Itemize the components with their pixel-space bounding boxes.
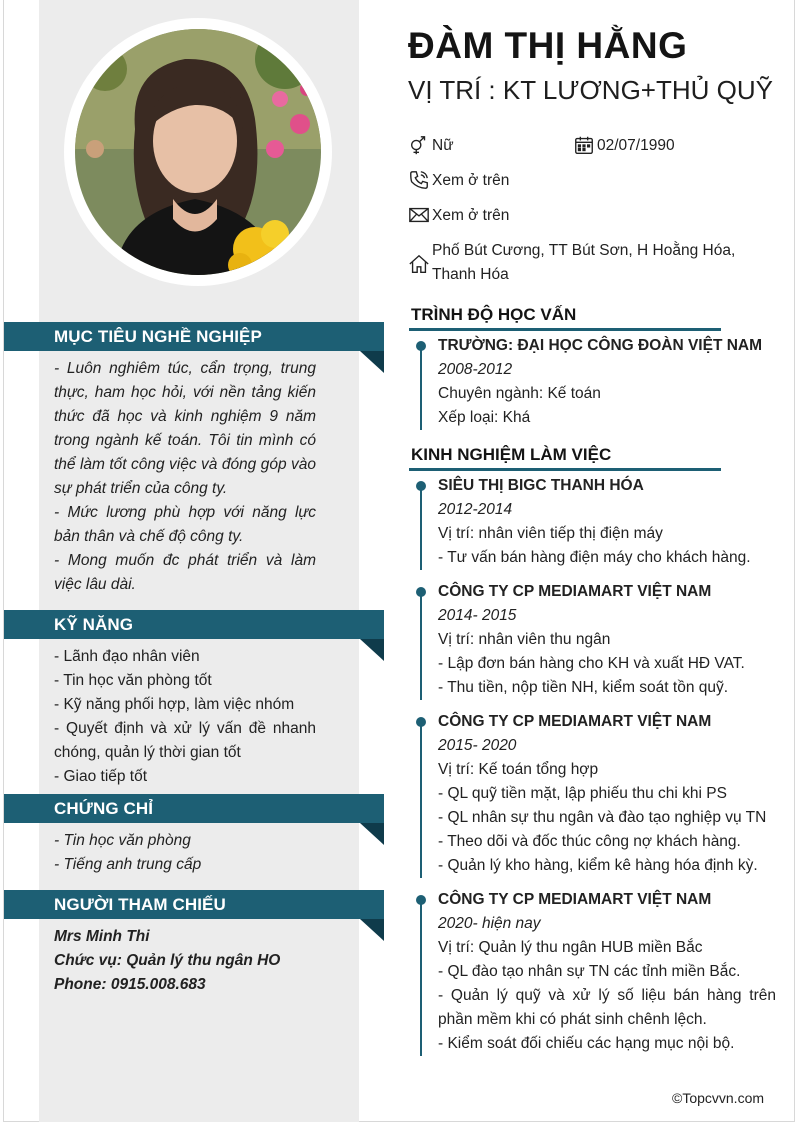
skill-item: - Tin học văn phòng tốt	[54, 672, 212, 689]
job-duty: - Thu tiền, nộp tiền NH, kiểm soát tồn quỹ.	[438, 679, 729, 696]
job-company: SIÊU THỊ BIGC THANH HÓA	[438, 477, 644, 494]
timeline-line	[420, 722, 422, 878]
avatar	[75, 29, 321, 275]
band-fold	[360, 823, 384, 845]
timeline-dot	[416, 717, 426, 727]
job-period: 2020- hiện nay	[438, 915, 541, 932]
timeline-line	[420, 346, 422, 430]
timeline-line	[420, 592, 422, 700]
education-period: 2008-2012	[438, 361, 513, 378]
skill-item: - Lãnh đạo nhân viên	[54, 648, 200, 665]
job-company: CÔNG TY CP MEDIAMART VIỆT NAM	[438, 583, 712, 600]
avatar-photo	[75, 29, 321, 275]
certificates-list	[54, 829, 316, 877]
job-duty: - Quản lý kho hàng, kiểm kê hàng hóa định kỳ.	[438, 857, 758, 874]
phone-value: Xem ở trên	[432, 172, 510, 189]
section-title-skills: KỸ NĂNG	[54, 615, 134, 634]
education-major: Chuyên ngành: Kế toán	[438, 385, 601, 402]
reference-title: Chức vụ: Quản lý thu ngân HO	[54, 952, 281, 969]
job-period: 2012-2014	[438, 501, 513, 518]
job-duty: - Lập đơn bán hàng cho KH và xuất HĐ VAT.	[438, 655, 745, 672]
job-duty: - Tư vấn bán hàng điện máy cho khách hàng.	[438, 549, 751, 566]
timeline-line	[420, 900, 422, 1056]
section-band-references	[4, 890, 384, 919]
education-entry	[438, 334, 776, 430]
section-title-education: TRÌNH ĐỘ HỌC VẤN	[411, 305, 577, 324]
certificate-item: - Tin học văn phòng	[54, 832, 191, 849]
section-underline	[409, 468, 721, 471]
section-band-certificates	[4, 794, 384, 823]
timeline-dot	[416, 587, 426, 597]
job-duty: - Theo dõi và đốc thúc công nợ khách hàng.	[438, 833, 741, 850]
objective-paragraph: - Luôn nghiêm túc, cẩn trọng, trung thực, ham học hỏi, với nền tảng kiến thức đã học và kinh nghiệm 9 năm trong ngành kế toán. Tôi tin mình có thể làm tốt công việc và đóng góp vào sự phát triển của công ty.	[54, 360, 316, 497]
timeline-dot	[416, 481, 426, 491]
birthdate-value: 02/07/1990	[597, 137, 675, 154]
references-list	[54, 925, 316, 997]
skill-item: - Quyết định và xử lý vấn đề nhanh chóng, quản lý thời gian tốt	[54, 720, 316, 761]
section-title-experience: KINH NGHIỆM LÀM VIỆC	[411, 445, 612, 464]
section-band-objective	[4, 322, 384, 351]
objective-paragraph: - Mong muốn đc phát triển và làm việc lâu dài.	[54, 552, 316, 593]
school-name: TRƯỜNG: ĐẠI HỌC CÔNG ĐOÀN VIỆT NAM	[438, 337, 763, 354]
job-role: Vị trí: Kế toán tổng hợp	[438, 761, 599, 778]
candidate-name: ĐÀM THỊ HẰNG	[408, 25, 688, 66]
job-entry	[438, 710, 776, 878]
calendar-icon	[573, 134, 595, 158]
reference-phone: Phone: 0915.008.683	[54, 976, 206, 993]
email-value: Xem ở trên	[432, 207, 510, 224]
objective-text	[54, 357, 316, 597]
section-title-certificates: CHỨNG CHỈ	[54, 799, 154, 818]
timeline-line	[420, 486, 422, 570]
mail-icon	[408, 204, 430, 228]
reference-name: Mrs Minh Thi	[54, 928, 150, 945]
band-fold	[360, 351, 384, 373]
job-role: Vị trí: nhân viên thu ngân	[438, 631, 611, 648]
job-period: 2015- 2020	[438, 737, 517, 754]
phone-icon	[408, 169, 430, 193]
job-entry	[438, 888, 776, 1056]
section-underline	[409, 328, 721, 331]
candidate-position: VỊ TRÍ : KT LƯƠNG+THỦ QUỸ	[408, 75, 773, 105]
section-title-references: NGƯỜI THAM CHIẾU	[54, 895, 226, 914]
band-fold	[360, 639, 384, 661]
skills-list	[54, 645, 316, 789]
gender-value: Nữ	[432, 137, 454, 154]
job-entry	[438, 474, 776, 570]
job-duty: - QL nhân sự thu ngân và đào tạo nghiệp vụ TN	[438, 809, 767, 826]
job-company: CÔNG TY CP MEDIAMART VIỆT NAM	[438, 891, 712, 908]
address-line-1: Phố Bút Cương, TT Bút Sơn, H Hoằng Hóa,	[432, 242, 736, 259]
skill-item: - Kỹ năng phối hợp, làm việc nhóm	[54, 696, 295, 713]
job-duty: - Kiểm soát đối chiếu các hạng mục nội bộ.	[438, 1035, 735, 1052]
certificate-item: - Tiếng anh trung cấp	[54, 856, 202, 873]
job-period: 2014- 2015	[438, 607, 517, 624]
gender-icon	[408, 134, 430, 158]
objective-paragraph: - Mức lương phù hợp với năng lực bản thân và chế độ công ty.	[54, 504, 316, 545]
job-duty: - QL quỹ tiền mặt, lập phiếu thu chi khi PS	[438, 785, 727, 802]
job-duty: - QL đào tạo nhân sự TN các tỉnh miền Bắc.	[438, 963, 741, 980]
copyright-text: ©Topcvvn.com	[672, 1090, 765, 1106]
section-title-objective: MỤC TIÊU NGHỀ NGHIỆP	[54, 327, 262, 346]
skill-item: - Giao tiếp tốt	[54, 768, 148, 785]
job-duty: - Quản lý quỹ và xử lý số liệu bán hàng trên phần mềm khi có phát sinh chênh lệch.	[438, 987, 776, 1028]
education-grade: Xếp loại: Khá	[438, 409, 531, 426]
job-role: Vị trí: Quản lý thu ngân HUB miền Bắc	[438, 939, 703, 956]
section-band-skills	[4, 610, 384, 639]
timeline-dot	[416, 895, 426, 905]
band-fold	[360, 919, 384, 941]
address-line-2: Thanh Hóa	[432, 266, 509, 283]
timeline-dot	[416, 341, 426, 351]
job-entry	[438, 580, 776, 700]
job-role: Vị trí: nhân viên tiếp thị điện máy	[438, 525, 663, 542]
home-icon	[408, 253, 430, 277]
job-company: CÔNG TY CP MEDIAMART VIỆT NAM	[438, 713, 712, 730]
